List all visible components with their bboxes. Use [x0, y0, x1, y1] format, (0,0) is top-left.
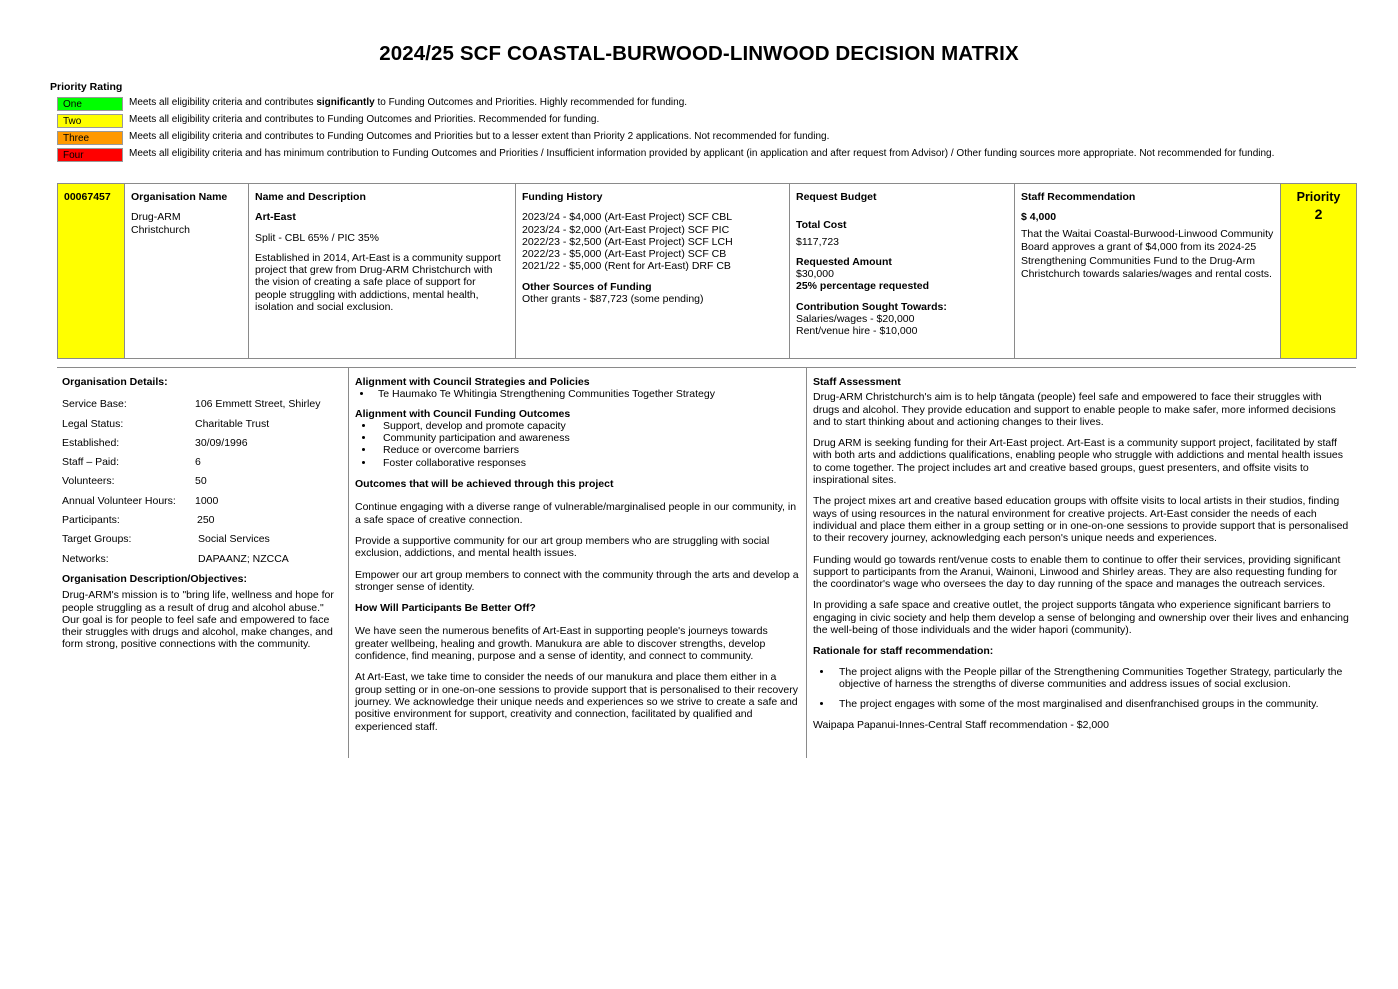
list-item: • The project aligns with the People pillar of the Strengthening Communities Together Strategy, particularly the objective of harness the strengths of diverse communities and address issues of social exclusion.	[833, 666, 1350, 691]
requested-amount-value: $30,000	[796, 268, 834, 281]
org-detail-value: 6	[195, 456, 201, 469]
legend-text-one: Meets all eligibility criteria and contributes significantly to Funding Outcomes and Priorities. Highly recommended for funding.	[129, 97, 688, 108]
legend-swatch-three: Three	[57, 131, 123, 145]
request-budget-cell	[790, 184, 1015, 359]
alignment-column	[348, 368, 806, 758]
org-detail-label: Staff – Paid:	[62, 456, 120, 469]
priority-legend	[57, 97, 1327, 165]
org-detail-row	[62, 437, 343, 456]
other-funding-text: Other grants - $87,723 (some pending)	[522, 293, 704, 306]
strategies-list	[355, 388, 800, 400]
org-detail-value: 1000	[195, 494, 219, 507]
org-detail-row	[62, 456, 343, 475]
list-item: • Community participation and awareness	[375, 432, 800, 444]
priority-value: 2	[1314, 206, 1323, 223]
project-name: Art-East	[255, 211, 296, 224]
total-cost-label: Total Cost	[796, 219, 847, 232]
assessment-paragraph: The project mixes art and creative based education groups with offsite visits to local artists in their studios, finding ways of using resources in the natural environment for creative projects. Art-East consider the needs of each individual and place them either in a group setting or in one-on-one sessions to provide support that is personalised to their recovery journey, acknowledging each person's unique needs and experiences.	[813, 495, 1349, 545]
funding-history-line: 2021/22 - $5,000 (Rent for Art-East) DRF CB	[522, 260, 731, 273]
legend-swatch-two: Two	[57, 114, 123, 128]
legend-swatch-four: Four	[57, 148, 123, 162]
better-off-paragraph: At Art-East, we take time to consider the needs of our manukura and place them either in a group setting or in one-on-one sessions to provide support that is personalised to their recovery journey. We acknowledge their unique needs and experiences so we strive to create a safe and positive environment for support, creativity and connection, facilitated by qualified and experienced staff.	[355, 671, 798, 733]
org-detail-row	[62, 495, 343, 514]
list-item: • The project engages with some of the most marginalised and disenfranchised groups in the community.	[833, 698, 1350, 710]
legend-text-two: Meets all eligibility criteria and contributes to Funding Outcomes and Priorities. Recommended for funding.	[129, 114, 600, 125]
assessment-paragraph: Funding would go towards rent/venue costs to enable them to continue to offer their services, providing significant support to participants from the Aranui, Wainoni, Linwood and Shirley areas. They are also requesting funding for the coordinator's wage who oversees the day to day running of the space and manages the outreach services.	[813, 553, 1341, 591]
org-detail-row	[62, 418, 343, 437]
organisation-name: Drug-ARM Christchurch	[131, 211, 190, 236]
priority-cell	[1281, 184, 1357, 359]
org-details-list	[62, 398, 343, 572]
legend-text-three: Meets all eligibility criteria and contributes to Funding Outcomes and Priorities but to a lesser extent than Priority 2 applications. Not recommended for funding.	[129, 131, 830, 142]
org-detail-label: Networks:	[62, 552, 109, 565]
org-detail-label: Legal Status:	[62, 417, 124, 430]
organisation-cell	[125, 184, 249, 359]
org-detail-value: Social Services	[198, 533, 270, 546]
org-detail-label: Established:	[62, 436, 120, 449]
funding-outcomes-header: Alignment with Council Funding Outcomes	[355, 407, 571, 420]
priority-rating-heading: Priority Rating	[50, 81, 123, 93]
legend-row-two	[57, 114, 1327, 128]
better-off-paragraph: We have seen the numerous benefits of Art-East in supporting people's journeys towards greater wellbeing, healing and growth. Manukura are able to discover strengths, develop confidence, find meaning, purpose and a sense of identity, and connect to community.	[355, 625, 768, 663]
page-title: 2024/25 SCF COASTAL-BURWOOD-LINWOOD DECISION MATRIX	[379, 42, 1019, 65]
org-detail-row	[62, 398, 343, 417]
project-description: Established in 2014, Art-East is a community support project that grew from Drug-ARM Christchurch with the vision of creating a safe place of support for people struggling with addictions, mental health, isolation and social exclusion.	[255, 251, 501, 314]
funding-history-cell	[516, 184, 790, 359]
funding-history-line: 2023/24 - $2,000 (Art-East Project) SCF PIC	[522, 223, 730, 236]
org-detail-label: Target Groups:	[62, 533, 132, 546]
legend-row-four	[57, 148, 1327, 162]
org-detail-row	[62, 475, 343, 494]
staff-assessment-column	[806, 368, 1356, 758]
org-description-header: Organisation Description/Objectives:	[62, 572, 247, 585]
total-cost-value: $117,723	[796, 235, 840, 248]
funding-history-line: 2022/23 - $5,000 (Art-East Project) SCF CB	[522, 248, 727, 261]
org-detail-label: Service Base:	[62, 398, 127, 411]
assessment-header: Staff Assessment	[813, 376, 901, 388]
funding-history-line: 2022/23 - $2,500 (Art-East Project) SCF LCH	[522, 235, 733, 248]
list-item: • Foster collaborative responses	[375, 457, 800, 469]
other-funding-header: Other Sources of Funding	[522, 280, 652, 293]
outcome-paragraph: Empower our art group members to connect with the community through the arts and develop a stronger sense of identity.	[355, 568, 799, 593]
requested-amount-label: Requested Amount	[796, 255, 892, 268]
staff-recommendation-text: That the Waitai Coastal-Burwood-Linwood Community Board approves a grant of $4,000 from its 2024-25 Strengthening Communities Fund to the Drug-Arm Christchurch towards salaries/wages and rental costs.	[1021, 227, 1274, 281]
application-summary-table	[57, 183, 1357, 359]
organisation-details-column	[57, 368, 348, 758]
staff-recommendation-header: Staff Recommendation	[1021, 191, 1136, 203]
alternate-recommendation: Waipapa Papanui-Innes-Central Staff recommendation - $2,000	[813, 718, 1109, 731]
funding-history-line: 2023/24 - $4,000 (Art-East Project) SCF CBL	[522, 211, 733, 224]
organisation-header: Organisation Name	[131, 191, 228, 203]
outcomes-achieved-header: Outcomes that will be achieved through this project	[355, 478, 614, 491]
application-id: 00067457	[58, 184, 125, 359]
org-detail-value: DAPAANZ; NZCCA	[198, 552, 289, 565]
org-detail-row	[62, 553, 343, 572]
outcome-paragraph: Provide a supportive community for our art group members who are struggling with social exclusion, addictions, and mental health issues.	[355, 534, 770, 560]
rationale-header: Rationale for staff recommendation:	[813, 645, 994, 658]
contribution-label: Contribution Sought Towards:	[796, 300, 947, 313]
name-description-cell	[249, 184, 516, 359]
org-detail-row	[62, 514, 343, 533]
outcome-paragraph: Continue engaging with a diverse range of vulnerable/marginalised people in our community, in a safe space of creative connection.	[355, 501, 797, 526]
list-item: • Te Haumako Te Whitingia Strengthening Communities Together Strategy	[373, 388, 800, 400]
org-detail-value: 30/09/1996	[195, 436, 248, 449]
rationale-list	[813, 666, 1350, 711]
legend-row-one	[57, 97, 1327, 111]
assessment-paragraph: Drug-ARM Christchurch's aim is to help tāngata (people) feel safe and empowered to face their struggles with drugs and alcohol. They provide education and support to enable people to make safer, more informed decisions and to start thinking about and actioning changes to their lives.	[813, 391, 1336, 428]
percentage-requested: 25% percentage requested	[796, 280, 930, 293]
name-description-header: Name and Description	[255, 191, 366, 203]
contribution-line: Salaries/wages - $20,000	[796, 313, 915, 326]
org-details-header: Organisation Details:	[62, 376, 168, 388]
priority-label: Priority	[1296, 190, 1341, 204]
org-detail-value: 50	[195, 475, 207, 488]
org-detail-value: 106 Emmett Street, Shirley	[195, 398, 321, 411]
funding-history-header: Funding History	[522, 191, 603, 203]
legend-row-three	[57, 131, 1327, 145]
funding-history-list	[522, 211, 783, 272]
list-item: • Reduce or overcome barriers	[375, 444, 800, 456]
contribution-line: Rent/venue hire - $10,000	[796, 325, 918, 338]
org-detail-label: Annual Volunteer Hours:	[62, 494, 176, 507]
list-item: • Support, develop and promote capacity	[375, 420, 800, 432]
legend-swatch-one: One	[57, 97, 123, 111]
org-detail-row	[62, 533, 343, 552]
strategies-header: Alignment with Council Strategies and Policies	[355, 376, 590, 388]
better-off-header: How Will Participants Be Better Off?	[355, 602, 536, 615]
project-split: Split - CBL 65% / PIC 35%	[255, 231, 379, 244]
recommended-amount: $ 4,000	[1021, 211, 1057, 224]
funding-outcomes-list	[355, 420, 800, 469]
org-detail-label: Participants:	[62, 514, 120, 527]
assessment-paragraph: In providing a safe space and creative outlet, the project supports tāngata who experience significant barriers to engaging in civic society and help them develop a sense of belonging and ownership over their lives and enhancing the well-being of those individuals and the wider hapori (community).	[813, 599, 1349, 637]
legend-text-four: Meets all eligibility criteria and has minimum contribution to Funding Outcomes and Priorities / Insufficient information provided by applicant (in application and after request from Advisor) / Other funding sources more appropriate. Not recommended for funding.	[129, 148, 1275, 159]
org-detail-label: Volunteers:	[62, 475, 115, 488]
staff-recommendation-cell	[1015, 184, 1281, 359]
assessment-paragraph: Drug ARM is seeking funding for their Art-East project. Art-East is a community support project, facilitated by staff with both arts and addictions qualifications, enabling people who struggle with addictions and mental health issues to come together. The project includes art and creative based groups, guest presenters, and offsite visits to inspirational sites.	[813, 437, 1343, 487]
org-detail-value: 250	[197, 514, 215, 527]
request-budget-header: Request Budget	[796, 191, 877, 203]
org-description-text: Drug-ARM's mission is to "bring life, wellness and hope for people struggling as a result of drug and alcohol abuse." Our goal is for people to feel safe and empowered to face their struggles with drugs and alcohol, make changes, and form strong, positive connections with the community.	[62, 589, 334, 651]
org-detail-value: Charitable Trust	[195, 417, 270, 430]
